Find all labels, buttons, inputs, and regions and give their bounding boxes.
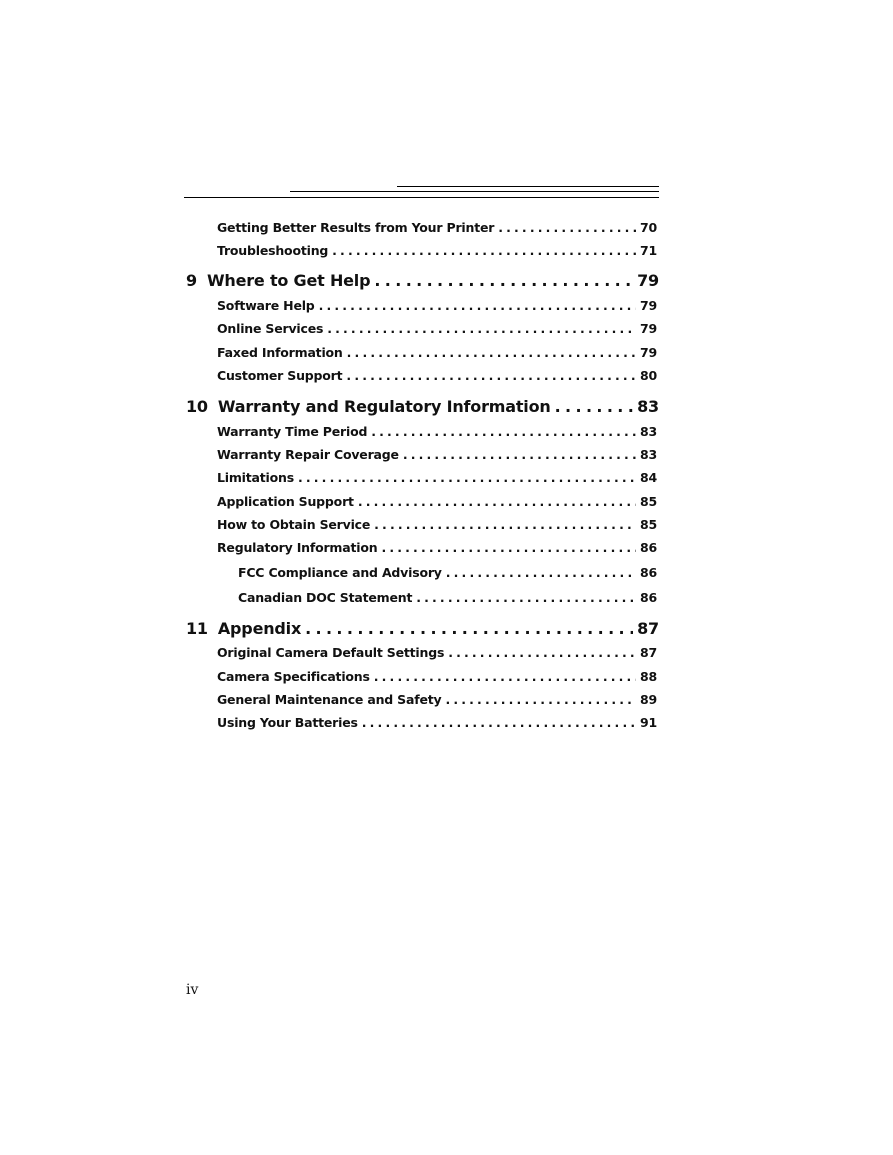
toc-entry-title: Faxed Information xyxy=(217,345,343,360)
toc-dot-leader xyxy=(416,590,636,605)
toc-page-number: 88 xyxy=(640,669,657,684)
toc-entry-title: Troubleshooting xyxy=(217,243,329,258)
toc-dot-leader xyxy=(319,298,636,313)
toc-entry xyxy=(217,669,657,684)
toc-dot-leader xyxy=(446,565,636,580)
toc-entry xyxy=(217,368,657,383)
toc-dot-leader xyxy=(403,447,636,462)
toc-entry-title: General Maintenance and Safety xyxy=(217,692,442,707)
page-number: iv xyxy=(186,982,199,998)
toc-page-number: 86 xyxy=(640,590,657,605)
toc-entry xyxy=(217,220,657,235)
toc-entry-title: Limitations xyxy=(217,470,294,485)
toc-dot-leader xyxy=(362,715,636,730)
toc-page-number: 86 xyxy=(640,565,657,580)
toc-dot-leader xyxy=(555,397,634,416)
toc-page-number: 91 xyxy=(640,715,657,730)
toc-page-number: 70 xyxy=(640,220,657,235)
toc-page-number: 79 xyxy=(640,321,657,336)
toc-entry-title: FCC Compliance and Advisory xyxy=(238,565,442,580)
toc-entry-title: Original Camera Default Settings xyxy=(217,645,445,660)
toc-page-number: 79 xyxy=(637,271,659,290)
toc-entry xyxy=(217,424,657,439)
toc-chapter-number: 10 xyxy=(186,397,208,416)
toc-entry xyxy=(217,243,657,258)
toc-dot-leader xyxy=(374,517,636,532)
toc-entry xyxy=(217,447,657,462)
toc-page-number: 83 xyxy=(640,424,657,439)
toc-entry xyxy=(217,540,657,555)
toc-entry xyxy=(217,645,657,660)
toc-dot-leader xyxy=(498,220,636,235)
toc-entry-title: Warranty and Regulatory Information xyxy=(217,397,551,416)
toc-entry-title: Online Services xyxy=(217,321,324,336)
toc-chapter-entry xyxy=(186,619,659,638)
toc-dot-leader xyxy=(327,321,636,336)
toc-chapter-entry xyxy=(186,397,659,416)
toc-dot-leader xyxy=(371,424,636,439)
toc-page-number: 84 xyxy=(640,470,657,485)
toc-entry xyxy=(238,565,657,580)
toc-page-number: 87 xyxy=(637,619,659,638)
toc-entry xyxy=(217,494,657,509)
toc-entry-title: Warranty Repair Coverage xyxy=(217,447,399,462)
toc-dot-leader xyxy=(346,368,636,383)
toc-page-number: 87 xyxy=(640,645,657,660)
toc-entry xyxy=(217,715,657,730)
toc-entry xyxy=(217,345,657,360)
toc-dot-leader xyxy=(445,692,636,707)
toc-entry xyxy=(238,590,657,605)
toc-page-number: 71 xyxy=(640,243,657,258)
toc-entry-title: Warranty Time Period xyxy=(217,424,368,439)
toc-entry-title: How to Obtain Service xyxy=(217,517,371,532)
toc-chapter-entry xyxy=(186,271,659,290)
toc-dot-leader xyxy=(374,271,633,290)
toc-entry-title: Camera Specifications xyxy=(217,669,370,684)
toc-page-number: 79 xyxy=(640,345,657,360)
toc-chapter-number: 11 xyxy=(186,619,208,638)
toc-entry xyxy=(217,298,657,313)
toc-dot-leader xyxy=(305,619,633,638)
toc-entry-title: Where to Get Help xyxy=(206,271,371,290)
toc-entry-title: Application Support xyxy=(217,494,354,509)
toc-dot-leader xyxy=(358,494,636,509)
toc-entry-title: Customer Support xyxy=(217,368,343,383)
toc-page-number: 86 xyxy=(640,540,657,555)
toc-entry-title: Canadian DOC Statement xyxy=(238,590,413,605)
toc-chapter-number: 9 xyxy=(186,271,197,290)
toc-dot-leader xyxy=(448,645,636,660)
toc-dot-leader xyxy=(298,470,636,485)
toc-entry xyxy=(217,321,657,336)
toc-page-number: 85 xyxy=(640,494,657,509)
toc-dot-leader xyxy=(374,669,636,684)
toc-page-number: 83 xyxy=(640,447,657,462)
toc-entry-title: Appendix xyxy=(217,619,302,638)
toc-page-number: 85 xyxy=(640,517,657,532)
toc-dot-leader xyxy=(332,243,636,258)
toc-entry xyxy=(217,470,657,485)
toc-dot-leader xyxy=(381,540,636,555)
toc-page-number: 80 xyxy=(640,368,657,383)
toc-entry xyxy=(217,692,657,707)
toc-entry-title: Regulatory Information xyxy=(217,540,378,555)
toc-entry xyxy=(217,517,657,532)
toc-dot-leader xyxy=(347,345,636,360)
toc-page-number: 79 xyxy=(640,298,657,313)
toc-page-number: 83 xyxy=(637,397,659,416)
toc-entry-title: Software Help xyxy=(217,298,315,313)
toc-page-number: 89 xyxy=(640,692,657,707)
toc-entry-title: Using Your Batteries xyxy=(217,715,358,730)
toc-entry-title: Getting Better Results from Your Printer xyxy=(217,220,495,235)
